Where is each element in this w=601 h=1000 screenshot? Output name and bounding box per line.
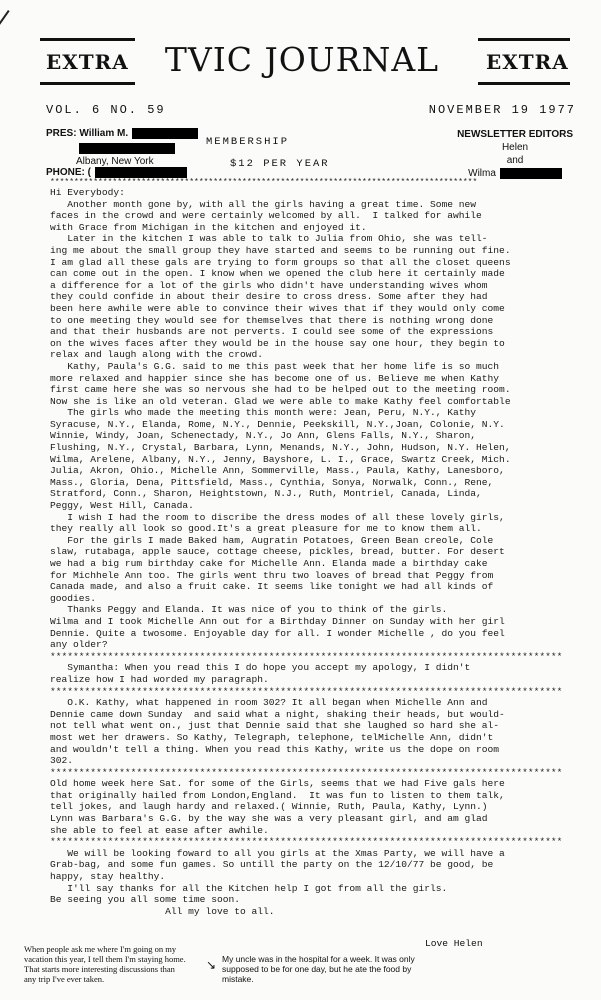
- body-line: on the wives faces after they would be in the house say one hour, they begin to: [50, 337, 505, 349]
- extra-tag-left: EXTRA: [46, 50, 129, 74]
- body-line: for Michhele Ann too. The girls went thru two loaves of bread that Peggy from: [50, 569, 494, 581]
- section-divider: *****************************************************************************************: [50, 766, 563, 778]
- body-line: slaw, rutabaga, apple sauce, cottage cheese, pickles, bread, butter. For desert: [50, 546, 505, 558]
- body-line: Canada made, and also a fruit cake. It seems like tonight we had all kinds of: [50, 581, 494, 593]
- newsletter-editors: [457, 128, 573, 180]
- body-line: Winnie, Windy, Joan, Schenectady, N.Y., Jo Ann, Glens Falls, N.Y., Sharon,: [50, 430, 477, 442]
- redaction-bar: [79, 143, 175, 154]
- body-line: Syracuse, N.Y., Elanda, Rome, N.Y., Dennie, Peekskill, N.Y.,Joan, Colonie, N.Y.: [50, 418, 505, 430]
- body-line: not tell what went on., just that Dennie said that she laughed so hard she al-: [50, 720, 500, 732]
- volume-number: VOL. 6 NO. 59: [46, 103, 166, 117]
- body-line: they really all look so good.It's a great pleasure for me to know them all.: [50, 523, 482, 535]
- extra-tag-right: EXTRA: [486, 50, 569, 74]
- body-line: relax and laugh along with the crowd.: [50, 349, 264, 361]
- body-line: with Grace from Michigan in the kitchen and enjoyed it.: [50, 221, 367, 233]
- arrow-icon: ↘: [206, 958, 217, 972]
- pen-mark: [0, 10, 10, 37]
- body-line: Later in the kitchen I was able to talk to Julia from Ohio, she was tell-: [50, 233, 488, 245]
- body-line: ing me about the small group they have started and seems to be running out fine.: [50, 244, 511, 256]
- body-line: that originally hailed from London,England. It was fun to listen to them talk,: [50, 789, 505, 801]
- body-line: Grab-bag, and some fun games. So untill the party on the 12/10/77 be good, be: [50, 859, 494, 871]
- journal-title: TVIC JOURNAL: [164, 40, 440, 79]
- body-line: The girls who made the meeting this month were: Jean, Peru, N.Y., Kathy: [50, 407, 477, 419]
- body-line: I'll say thanks for all the Kitchen help I got from all the girls.: [50, 882, 448, 894]
- body-line: first came here she was so nervous she had to be helped out to the meeting room.: [50, 384, 511, 396]
- body-line: more relaxed and happier since she has become one of us. Believe me when Kathy: [50, 372, 500, 384]
- section-divider: *****************************************************************************************: [50, 685, 563, 697]
- masthead: [40, 38, 570, 90]
- body-line: any older?: [50, 639, 108, 651]
- body-line: faces in the crowd and were certainly welcomed by all. I talked for awhile: [50, 210, 482, 222]
- body-line: most wet her drawers. So Kathy, Telegraph, telephone, telMichelle Ann, didn't: [50, 731, 494, 743]
- body-line: tell jokes, and laugh hardy and relaxed.( Winnie, Ruth, Paula, Kathy, Lynn.): [50, 801, 488, 813]
- body-line: Dennie. Quite a twosome. Enjoyable day for all. I wonder Michelle , do you feel: [50, 627, 505, 639]
- body-line: Wilma and I took Michelle Ann out for a Birthday Dinner on Sunday with her girl: [50, 615, 505, 627]
- body-line: can come out in the open. I know when we opened the club here it certainly made: [50, 268, 505, 280]
- body-line: to one meeting they would see for themselves that there is nothing wrong done: [50, 314, 494, 326]
- body-line: Thanks Peggy and Elanda. It was nice of you to think of the girls.: [50, 604, 448, 616]
- body-line: I am glad all these gals are trying to form groups so that all the closet queens: [50, 256, 511, 268]
- section-divider: *****************************************************************************************: [50, 650, 563, 662]
- masthead-rule-left-bottom: [40, 82, 135, 85]
- body-line: Flushing, N.Y., Crystal, Barbara, Lynn, Menands, N.Y., John, Hudson, N.Y. Helen,: [50, 442, 511, 454]
- president-line: [46, 127, 198, 141]
- body-line: Stratford, Conn., Sharon, Heightstown, N.J., Ruth, Montriel, Canada, Linda,: [50, 488, 482, 500]
- body-line: she able to feel at ease after awhile.: [50, 824, 269, 836]
- body-line: I wish I had the room to discribe the dress modes of all these lovely girls,: [50, 511, 505, 523]
- body-line: All my love to all.: [50, 905, 275, 917]
- footer-joke-left: When people ask me where I'm going on my vacation this year, I tell them I'm staying home. That starts more interesting discussions than any trip I've ever taken.: [24, 944, 186, 984]
- body-line: We will be looking foward to all you girls at the Xmas Party, we will have a: [50, 847, 505, 859]
- president-location: Albany, New York: [76, 156, 154, 167]
- issue-date: NOVEMBER 19 1977: [428, 103, 576, 117]
- body-line: Kathy, Paula's G.G. said to me this past week that her home life is so much: [50, 360, 500, 372]
- body-line: Peggy, West Hill, Canada.: [50, 500, 194, 512]
- body-line: Now she is like an old veteran. Glad we were able to make Kathy feel comfortable: [50, 395, 511, 407]
- editor-and: and: [506, 155, 524, 166]
- body-line: happy, stay healthy.: [50, 871, 166, 883]
- membership-dues: $12 PER YEAR: [230, 158, 330, 170]
- body-line: O.K. Kathy, what happened in room 302? It all began when Michelle Ann and: [50, 697, 488, 709]
- body-line: and that their husbands are not perverts. I could see some of the expressions: [50, 326, 494, 338]
- phone-label: PHONE: (: [46, 167, 91, 178]
- body-line: Old home week here Sat. for some of the Girls, seems that we had Five gals here: [50, 778, 505, 790]
- redaction-bar: [132, 128, 198, 139]
- body-line: Hi Everybody:: [50, 187, 125, 198]
- body-line: they could confide in about their desire to cross dress. Some after they had: [50, 291, 488, 303]
- body-line: Mass., Gloria, Dena, Pittsfield, Mass., Cynthia, Sonya, Norwalk, Conn., Rene,: [50, 476, 494, 488]
- body-line: Lynn was Barbara's G.G. by the way she was a very pleasant girl, and am glad: [50, 813, 488, 825]
- editor-name: Helen: [501, 142, 529, 153]
- masthead-rule-right-top: [478, 38, 570, 41]
- masthead-rule-right-bottom: [478, 82, 570, 85]
- footer-joke-middle: My uncle was in the hospital for a week. It was only supposed to be for one day, but he ate the food by mistake.: [222, 954, 415, 984]
- body-line: Another month gone by, with all the girls having a great time. Some new: [50, 198, 477, 210]
- body-line: Wilma, Arelene, Albany, N.Y., Jenny, Bayshore, L. I., Grace, Swartz Creek, Mich.: [50, 453, 511, 465]
- body-line: Dennie came down Sunday and said what a night, shaking their heads, but would-: [50, 708, 505, 720]
- body-line: Julia, Akron, Ohio., Michelle Ann, Sommerville, Mass., Paula, Kathy, Lanesboro,: [50, 465, 505, 477]
- body-line: a difference for a lot of the girls who didn't have understanding wives whom: [50, 279, 488, 291]
- body-line: For the girls I made Baked ham, Augratin Potatoes, Green Bean creole, Cole: [50, 534, 494, 546]
- body-line: and wouldn't tell a thing. When you read this Kathy, write us the dope on room: [50, 743, 500, 755]
- body-line: we had a big rum birthday cake for Michelle Ann. Elanda made a birthday cake: [50, 558, 488, 569]
- signoff: Love Helen: [425, 938, 483, 949]
- body-line: Be seeing you all some time soon.: [50, 894, 240, 906]
- body-line: realize how I had worded my paragraph.: [50, 673, 269, 685]
- body-line: been here awhile were able to convince their wives that if they would only come: [50, 302, 505, 314]
- body-line: 302.: [50, 755, 74, 767]
- membership-label: MEMBERSHIP: [206, 136, 290, 148]
- masthead-rule-left-top: [40, 38, 135, 41]
- body-line: Symantha: When you read this I do hope you accept my apology, I didn't: [50, 662, 471, 674]
- article-body: [50, 187, 585, 917]
- redaction-bar: [95, 167, 187, 178]
- editor-name: Wilma: [457, 167, 573, 180]
- header-divider: *****************************************************************************************: [50, 178, 478, 187]
- body-line: goodies.: [50, 592, 97, 604]
- section-divider: *****************************************************************************************: [50, 836, 563, 848]
- editors-title: NEWSLETTER EDITORS: [457, 129, 573, 140]
- president-label: PRES: William M.: [46, 128, 129, 139]
